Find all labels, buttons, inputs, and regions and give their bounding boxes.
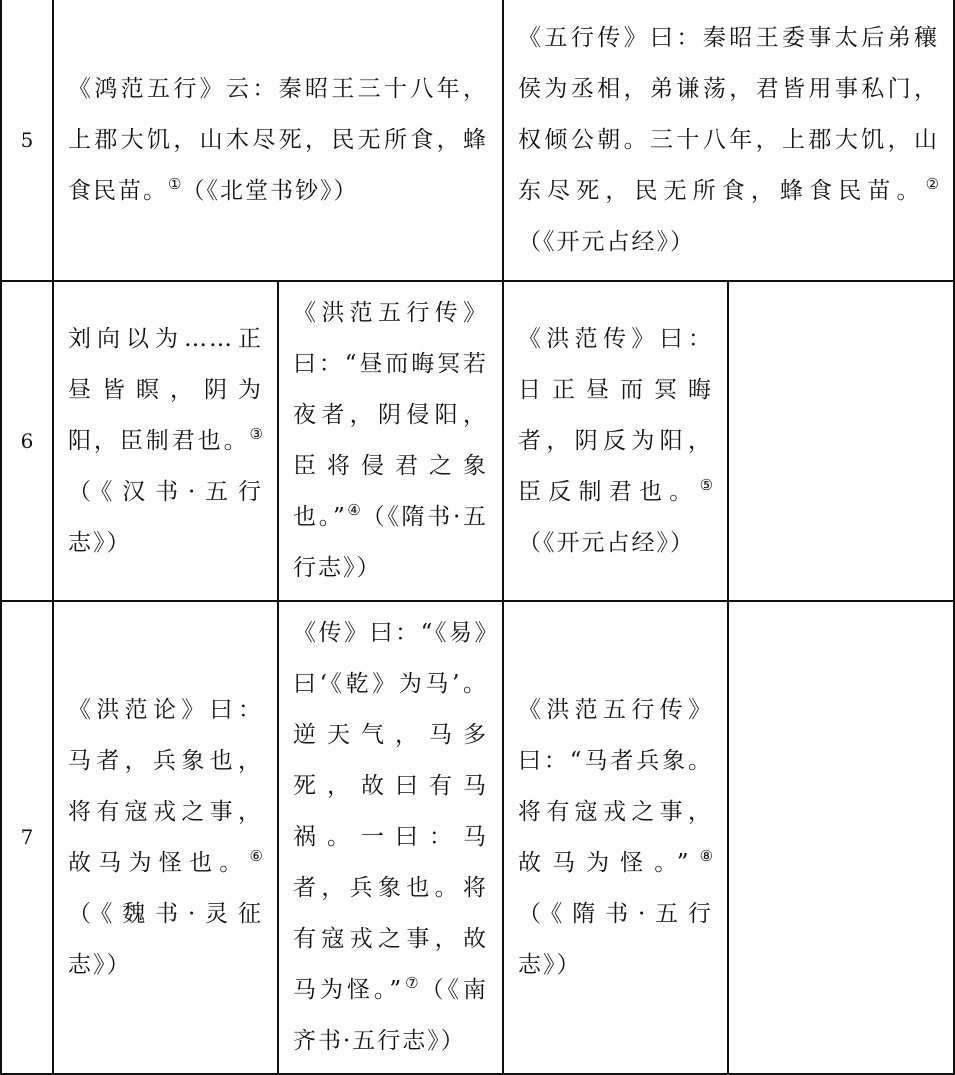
row-number: 5: [1, 0, 53, 281]
footnote-marker: ⑥: [249, 846, 263, 865]
footnote-marker: ②: [925, 174, 940, 193]
footnote-marker: ⑦: [403, 974, 421, 992]
empty-cell: [728, 281, 954, 601]
cell-source: （《开元占经》）: [518, 228, 696, 255]
empty-cell: [728, 601, 954, 1074]
footnote-marker: ①: [168, 174, 182, 193]
cell-text: 《五行传》曰：秦昭王委事太后弟穰侯为丞相，弟谦荡，君皆用事私门，权倾公朝。三十八年，上郡大饥，山东尽死，民无所食，蜂食民苗。: [518, 24, 940, 204]
table-cell: [53, 0, 503, 281]
table-cell: [503, 281, 728, 601]
table-cell: [503, 0, 954, 281]
cell-text: 《传》曰：“《易》曰‘《乾》为马’。逆天气，马多死，故曰有马祸。一曰：马者，兵象也。将有寇戎之事，故马为怪。”: [293, 620, 489, 1003]
cell-text: 《洪范五行传》曰：“昼而晦冥若夜者，阴侵阳，臣将侵君之象也。”: [293, 300, 489, 530]
table-row: [1, 281, 954, 601]
table-cell: [53, 281, 278, 601]
cell-text: 《洪范论》曰：马者，兵象也，将有寇戎之事，故马为怪也。: [68, 696, 263, 876]
footnote-marker: ④: [346, 501, 362, 519]
cell-source: （《隋书·五行志》）: [293, 504, 489, 581]
row-number: 7: [1, 601, 53, 1074]
cell-source: （《南齐书·五行志》）: [293, 977, 489, 1054]
row-number: 6: [1, 281, 53, 601]
table-row: [1, 0, 954, 281]
table-row: [1, 601, 954, 1074]
cell-source: （《开元占经》）: [518, 529, 696, 556]
footnote-marker: ③: [249, 424, 263, 443]
footnote-marker: ⑧: [690, 846, 714, 865]
cell-text: 《洪范五行传》曰：“马者兵象。将有寇戎之事，故马为怪。”: [518, 696, 714, 876]
table-cell: [503, 601, 728, 1074]
cell-source: （《魏书·灵征志》）: [68, 900, 263, 978]
cell-source: （《隋书·五行志》）: [518, 900, 714, 978]
cell-text: 《鸿范五行》云：秦昭王三十八年，上郡大饥，山木尽死，民无所食，蜂食民苗。: [68, 75, 489, 204]
cell-text: 刘向以为……正昼皆瞑，阴为阳，臣制君也。: [68, 325, 263, 454]
table-cell: [278, 601, 503, 1074]
cell-source: （《汉书·五行志》）: [68, 478, 263, 556]
cell-source: （《北堂书钞》）: [181, 177, 359, 204]
cell-text: 《洪范传》曰：日正昼而冥晦者，阴反为阳，臣反制君也。: [518, 325, 714, 505]
footnote-marker: ⑤: [699, 475, 714, 494]
table-cell: [53, 601, 278, 1074]
table-cell: [278, 281, 503, 601]
